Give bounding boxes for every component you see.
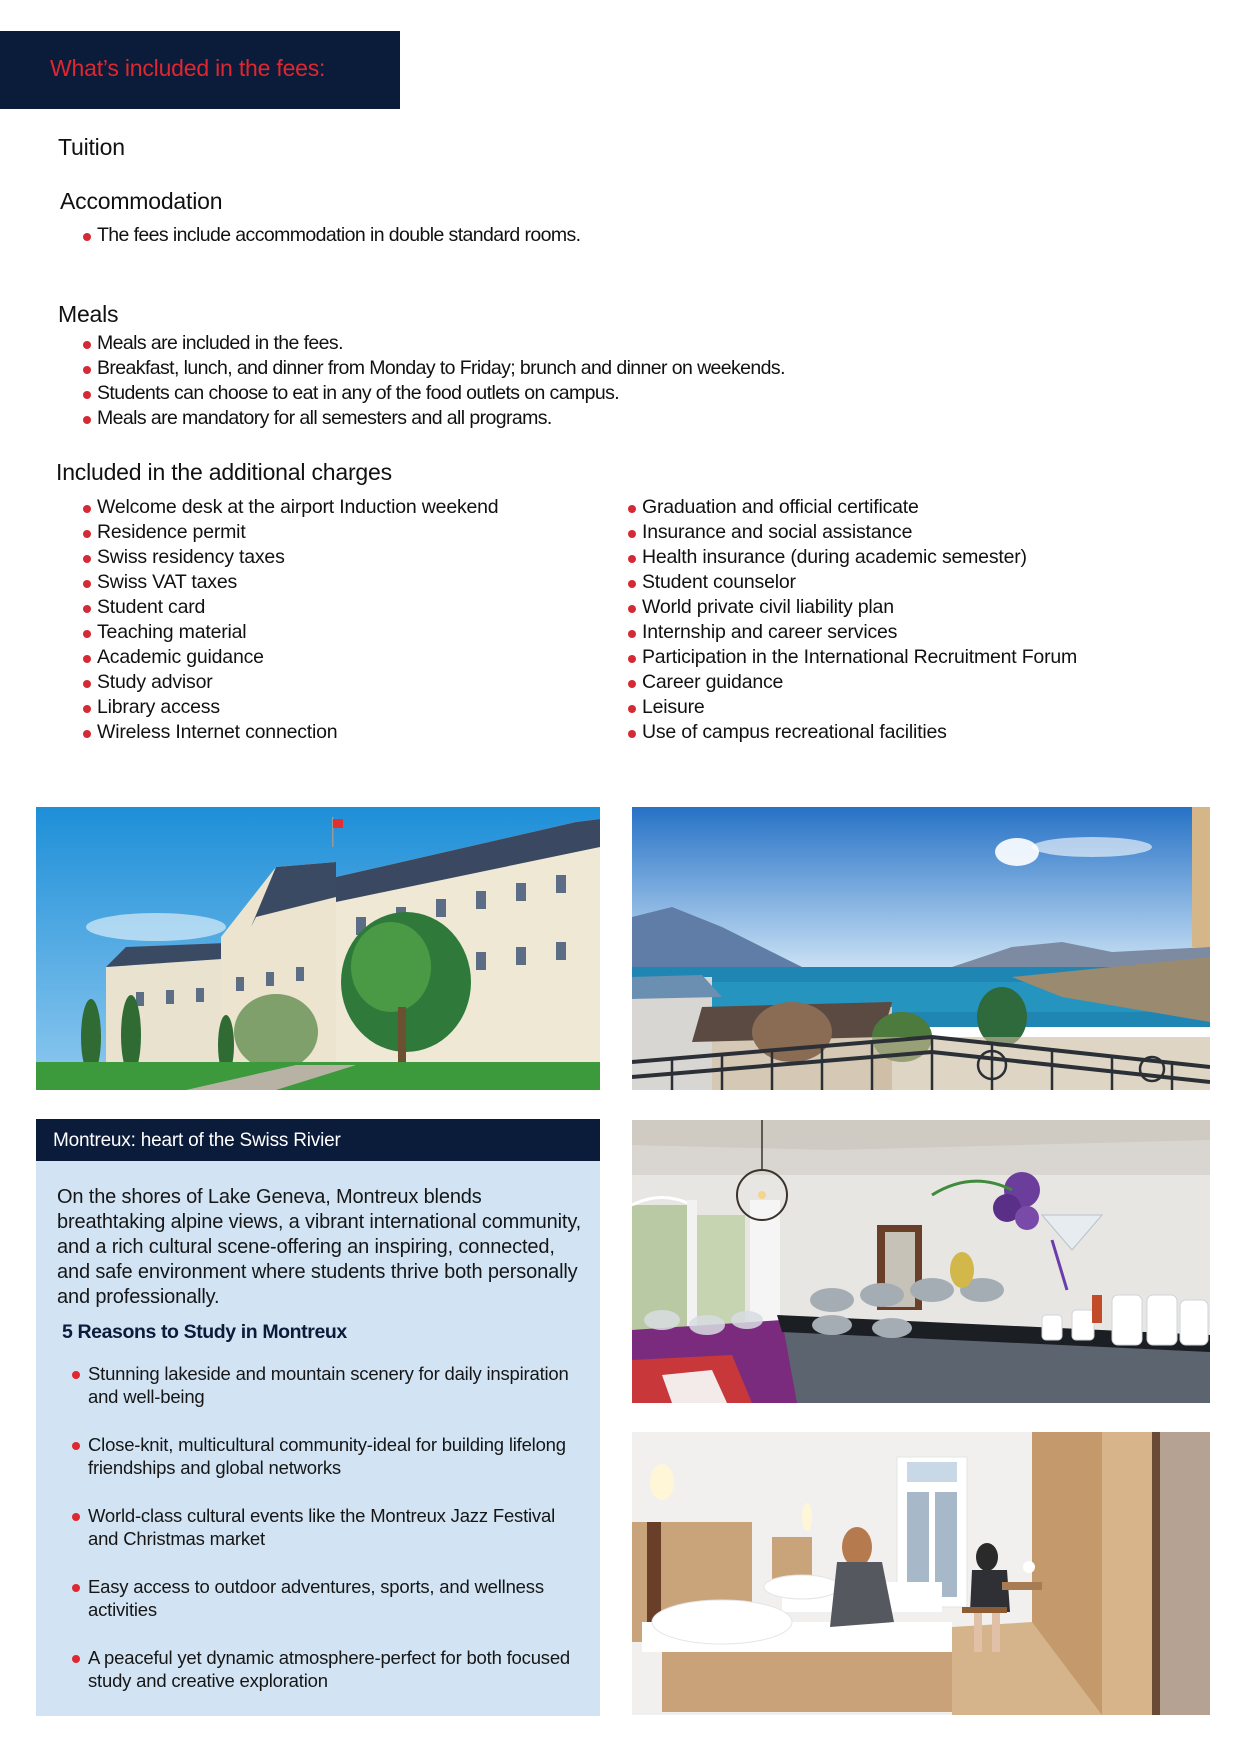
campus-building-photo <box>36 807 600 1090</box>
bullet-icon <box>72 1655 80 1663</box>
bullet-icon <box>83 580 91 588</box>
bullet-icon <box>628 530 636 538</box>
banner-title: What’s included in the fees: <box>50 55 326 81</box>
list-item: Graduation and official certificate <box>628 495 1077 520</box>
bullet-icon <box>83 555 91 563</box>
list-item: Leisure <box>628 695 1077 720</box>
list-item: Health insurance (during academic semester) <box>628 545 1077 570</box>
list-item: Use of campus recreational facilities <box>628 720 1077 745</box>
bullet-icon <box>628 580 636 588</box>
bullet-icon <box>628 705 636 713</box>
bullet-icon <box>72 1513 80 1521</box>
list-item: Swiss VAT taxes <box>83 570 498 595</box>
list-item: World-class cultural events like the Montreux Jazz Festival and Christmas market <box>72 1504 582 1550</box>
bullet-icon <box>628 730 636 738</box>
list-item: Internship and career services <box>628 620 1077 645</box>
reasons-list <box>72 1362 582 1717</box>
list-item: Student counselor <box>628 570 1077 595</box>
bullet-icon <box>628 655 636 663</box>
restaurant-buffet-photo <box>632 1120 1210 1403</box>
bullet-icon <box>83 366 91 374</box>
bullet-icon <box>628 505 636 513</box>
card-subheading: 5 Reasons to Study in Montreux <box>62 1321 347 1343</box>
list-item: Stunning lakeside and mountain scenery for daily inspiration and well-being <box>72 1362 582 1408</box>
restaurant-buffet-illustration <box>632 1120 1210 1403</box>
bullet-icon <box>83 233 91 241</box>
additional-charges-heading: Included in the additional charges <box>56 459 392 485</box>
meals-heading: Meals <box>58 301 119 327</box>
accommodation-list <box>83 223 580 248</box>
bullet-icon <box>83 630 91 638</box>
list-item: Career guidance <box>628 670 1077 695</box>
list-item: Students can choose to eat in any of the food outlets on campus. <box>83 381 785 406</box>
list-item: The fees include accommodation in double standard rooms. <box>83 223 580 248</box>
list-item: Student card <box>83 595 498 620</box>
fees-banner <box>0 31 400 109</box>
list-item: Welcome desk at the airport Induction weekend <box>83 495 498 520</box>
bullet-icon <box>83 391 91 399</box>
bullet-icon <box>72 1371 80 1379</box>
bullet-icon <box>83 505 91 513</box>
card-title: Montreux: heart of the Swiss Rivier <box>53 1130 341 1151</box>
bullet-icon <box>628 555 636 563</box>
bedroom-illustration <box>632 1432 1210 1715</box>
list-item: Library access <box>83 695 498 720</box>
bullet-icon <box>628 630 636 638</box>
list-item: Meals are included in the fees. <box>83 331 785 356</box>
list-item: Academic guidance <box>83 645 498 670</box>
bullet-icon <box>83 680 91 688</box>
bullet-icon <box>83 341 91 349</box>
bullet-icon <box>628 680 636 688</box>
list-item: Wireless Internet connection <box>83 720 498 745</box>
list-item: Residence permit <box>83 520 498 545</box>
list-item: World private civil liability plan <box>628 595 1077 620</box>
additional-charges-right-list <box>628 495 1077 745</box>
list-item: Meals are mandatory for all semesters and all programs. <box>83 406 785 431</box>
bedroom-photo <box>632 1432 1210 1715</box>
list-item: Study advisor <box>83 670 498 695</box>
list-item: Participation in the International Recruitment Forum <box>628 645 1077 670</box>
lake-view-photo <box>632 807 1210 1090</box>
card-body-text: On the shores of Lake Geneva, Montreux blends breathtaking alpine views, a vibrant international community, and a rich cultural scene-offering an inspiring, connected, and safe environment where students thrive both personally and professionally. <box>57 1186 582 1308</box>
campus-building-illustration <box>36 807 600 1090</box>
list-item: Close-knit, multicultural community-ideal for building lifelong friendships and global networks <box>72 1433 582 1479</box>
accommodation-heading: Accommodation <box>60 188 223 214</box>
list-item: A peaceful yet dynamic atmosphere-perfect for both focused study and creative exploration <box>72 1646 582 1692</box>
list-item: Teaching material <box>83 620 498 645</box>
bullet-icon <box>83 605 91 613</box>
bullet-icon <box>628 605 636 613</box>
bullet-icon <box>72 1442 80 1450</box>
list-item: Easy access to outdoor adventures, sports, and wellness activities <box>72 1575 582 1621</box>
list-item: Swiss residency taxes <box>83 545 498 570</box>
lake-view-illustration <box>632 807 1210 1090</box>
bullet-icon <box>72 1584 80 1592</box>
montreux-info-card <box>36 1119 600 1716</box>
bullet-icon <box>83 416 91 424</box>
bullet-icon <box>83 730 91 738</box>
card-header <box>36 1119 600 1161</box>
bullet-icon <box>83 655 91 663</box>
list-item: Breakfast, lunch, and dinner from Monday to Friday; brunch and dinner on weekends. <box>83 356 785 381</box>
list-item: Insurance and social assistance <box>628 520 1077 545</box>
bullet-icon <box>83 530 91 538</box>
meals-list <box>83 331 785 431</box>
additional-charges-left-list <box>83 495 498 745</box>
tuition-heading: Tuition <box>58 134 125 160</box>
bullet-icon <box>83 705 91 713</box>
